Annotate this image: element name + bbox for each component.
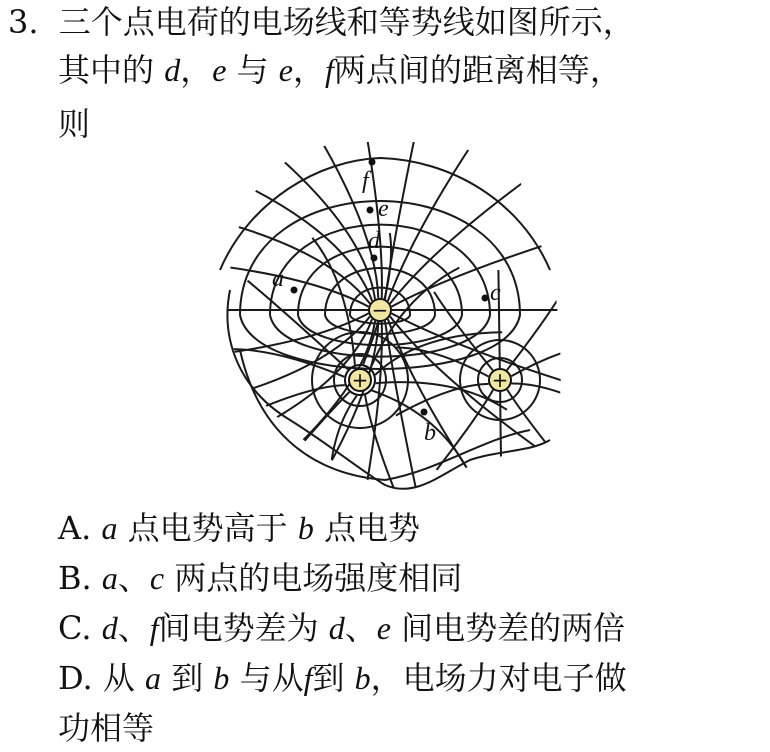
field-line bbox=[507, 390, 566, 469]
q2-var-e: e bbox=[278, 52, 293, 88]
option-text bbox=[92, 609, 102, 647]
q2-seg: 两点间的距离相等， bbox=[333, 51, 622, 89]
option-text: 点电势高于 bbox=[117, 509, 298, 547]
electric-field-figure bbox=[200, 140, 570, 505]
point-b-dot bbox=[421, 409, 428, 416]
option-text: 到 bbox=[312, 659, 355, 697]
negative-charge bbox=[369, 298, 391, 322]
point-e-dot bbox=[367, 207, 374, 214]
option-b bbox=[58, 558, 462, 598]
positive-charge-right bbox=[489, 368, 511, 392]
option-text: 点电势 bbox=[313, 509, 420, 547]
option-key: B. bbox=[58, 559, 92, 597]
question-text-3: 则 bbox=[58, 105, 91, 143]
field-line bbox=[390, 317, 562, 466]
question-line-3 bbox=[58, 104, 90, 144]
option-variable: f bbox=[149, 610, 159, 646]
field-line bbox=[213, 349, 344, 377]
option-key: C. bbox=[58, 609, 92, 647]
label-a: a bbox=[272, 266, 284, 292]
point-a-dot bbox=[291, 287, 298, 294]
field-line bbox=[392, 226, 571, 306]
option-variable: a bbox=[101, 510, 118, 546]
option-text: 从 bbox=[92, 659, 146, 697]
label-c: c bbox=[490, 280, 501, 306]
q2-var-f: f bbox=[324, 52, 334, 88]
question-number: 3. bbox=[8, 3, 39, 41]
option-variable: b bbox=[354, 660, 371, 696]
label-b: b bbox=[424, 420, 436, 446]
option-text bbox=[91, 509, 101, 547]
option-variable: e bbox=[376, 610, 391, 646]
negative-charge-sign: − bbox=[371, 298, 389, 322]
q2-seg: ， bbox=[292, 51, 325, 89]
positive-charge-left bbox=[345, 365, 375, 395]
q2-seg: ， bbox=[180, 51, 213, 89]
option-variable: a bbox=[145, 660, 162, 696]
field-line bbox=[329, 396, 357, 505]
option-text bbox=[92, 559, 102, 597]
option-text: 到 bbox=[161, 659, 214, 697]
positive-charge-right-sign: + bbox=[491, 368, 509, 392]
label-f: f bbox=[362, 168, 369, 194]
option-variable: d bbox=[101, 610, 118, 646]
option-variable: b bbox=[213, 660, 230, 696]
option-variable: f bbox=[303, 660, 313, 696]
label-e: e bbox=[378, 196, 389, 222]
question-line-1 bbox=[8, 2, 635, 42]
point-d-dot bbox=[371, 255, 378, 262]
q2-seg: 与 bbox=[236, 51, 269, 89]
positive-charge-left-sign: + bbox=[351, 368, 369, 392]
option-a bbox=[58, 508, 420, 548]
option-c bbox=[58, 608, 625, 648]
option-text: 间电势差的两倍 bbox=[391, 609, 626, 647]
option-variable: d bbox=[328, 610, 345, 646]
option-key: D. bbox=[58, 659, 93, 697]
field-line bbox=[507, 290, 564, 370]
point-f-dot bbox=[369, 159, 376, 166]
option-text: 、 bbox=[117, 559, 150, 597]
option-text: 两点的电场强度相同 bbox=[164, 559, 463, 597]
field-line bbox=[437, 390, 494, 470]
option-variable: c bbox=[149, 560, 165, 596]
field-line bbox=[218, 385, 345, 428]
option-d-line-2: 功相等 bbox=[58, 709, 155, 747]
question-text-1: 三个点电荷的电场线和等势线如图所示， bbox=[58, 3, 635, 41]
field-diagram bbox=[200, 140, 570, 505]
option-d bbox=[58, 658, 627, 698]
option-text: 、 bbox=[344, 609, 377, 647]
q2-var-d: d bbox=[164, 52, 181, 88]
option-text: 与从 bbox=[229, 659, 304, 697]
option-text: 、 bbox=[117, 609, 150, 647]
q2-var-e: e bbox=[212, 52, 227, 88]
option-key: A. bbox=[58, 509, 92, 547]
question-line-2 bbox=[58, 50, 622, 90]
point-c-dot bbox=[482, 295, 489, 302]
option-text: ，电场力对电子做 bbox=[370, 659, 627, 697]
option-variable: a bbox=[101, 560, 118, 596]
q2-seg: 其中的 bbox=[58, 51, 155, 89]
label-d: d bbox=[368, 228, 380, 254]
option-variable: b bbox=[297, 510, 314, 546]
option-text: 间电势差为 bbox=[158, 609, 329, 647]
